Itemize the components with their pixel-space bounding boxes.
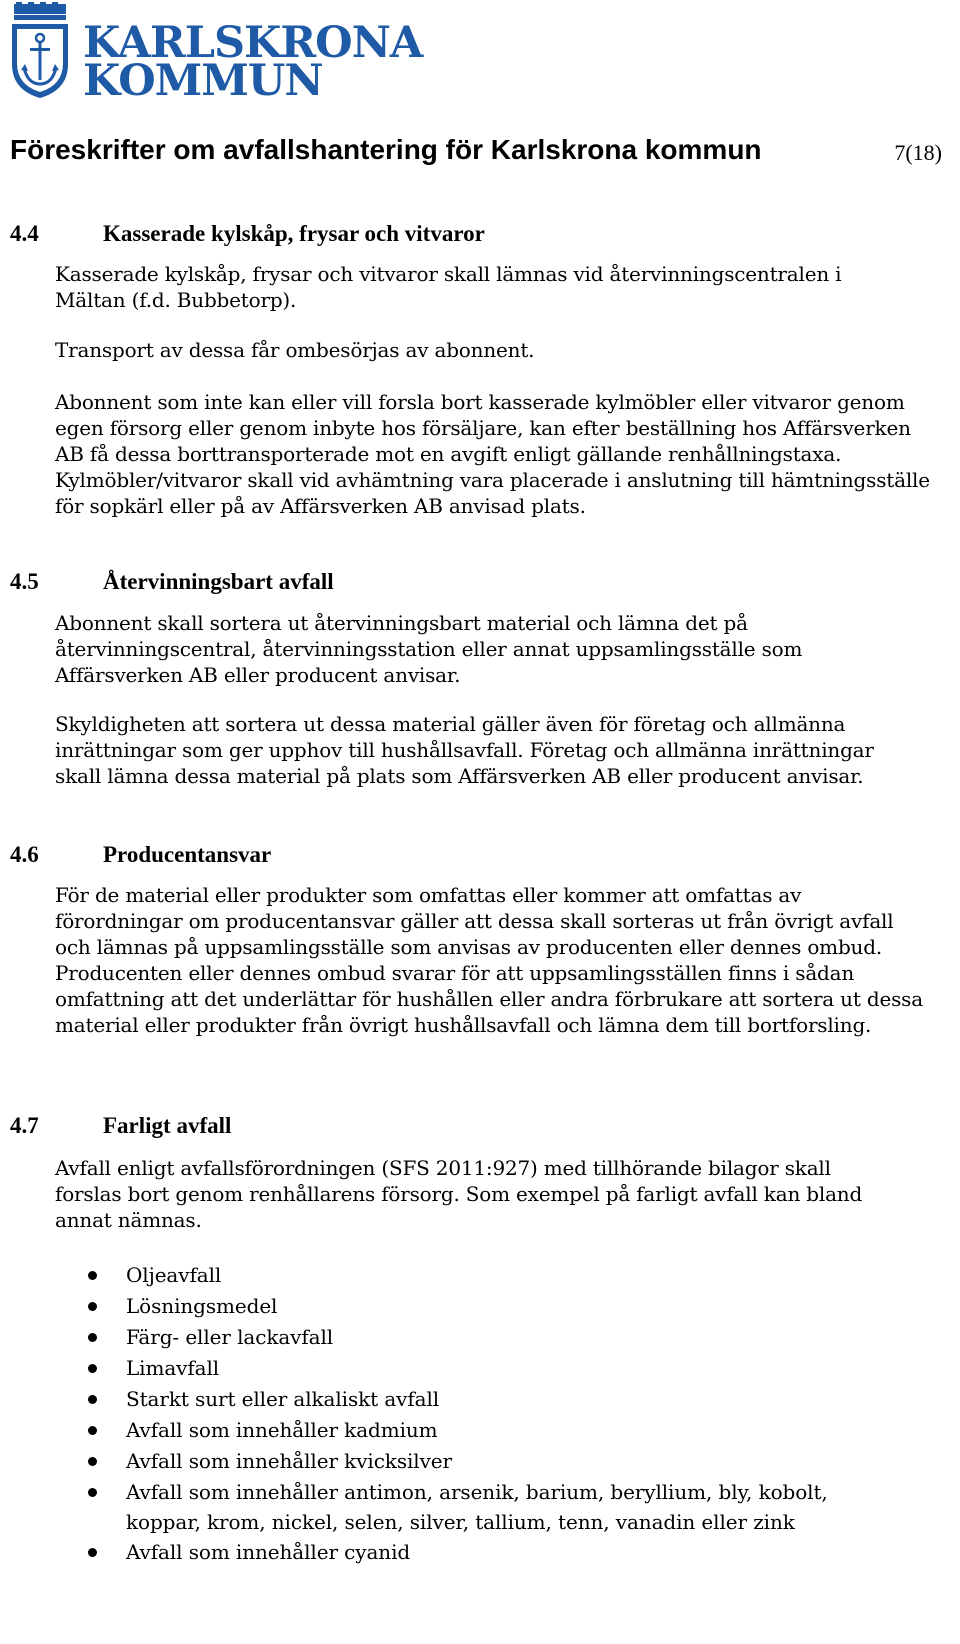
list-item: Starkt surt eller alkaliskt avfall: [88, 1384, 906, 1415]
hazardous-waste-list: [88, 1260, 906, 1568]
section-title: Producentansvar: [103, 842, 272, 867]
list-item: Oljeavfall: [88, 1260, 906, 1291]
section-number: 4.6: [10, 842, 39, 867]
bullet-icon: [88, 1457, 97, 1466]
logo-name-line1: KARLSKRONA: [83, 18, 423, 68]
list-item: Limavfall: [88, 1353, 906, 1384]
paragraph: Transport av dessa får ombesörjas av abonnent.: [55, 338, 535, 362]
bullet-icon: [88, 1548, 97, 1557]
page-number: 7(18): [894, 140, 942, 165]
list-item: Avfall som innehåller antimon, arsenik, barium, beryllium, bly, kobolt, koppar, krom, nickel, selen, silver, tallium, tenn, vanadin eller zink: [88, 1477, 906, 1537]
list-item: Lösningsmedel: [88, 1291, 906, 1322]
section-title: Kasserade kylskåp, frysar och vitvaror: [103, 221, 485, 246]
paragraph: Skyldigheten att sortera ut dessa material gäller även för företag och allmänna inrättningar som ger upphov till hushållsavfall. Företag och allmänna inrättningar skall lämna dessa material på plats som Affärsverken AB eller producent anvisar.: [55, 712, 874, 788]
logo-name-line2: KOMMUN: [83, 56, 323, 106]
list-item: Avfall som innehåller kvicksilver: [88, 1446, 906, 1477]
bullet-icon: [88, 1333, 97, 1342]
list-item: Avfall som innehåller cyanid: [88, 1537, 906, 1568]
paragraph: Abonnent skall sortera ut återvinningsbart material och lämna det på återvinningscentral, återvinningsstation eller annat uppsamlingsställe som Affärsverken AB eller producent anvisar.: [55, 611, 803, 687]
section-title: Farligt avfall: [103, 1113, 232, 1138]
karlskrona-logo: [8, 2, 423, 106]
paragraph: Avfall enligt avfallsförordningen (SFS 2011:927) med tillhörande bilagor skall forslas bort genom renhållarens försorg. Som exempel på farligt avfall kan bland annat nämnas.: [55, 1156, 863, 1232]
section-title: Återvinningsbart avfall: [103, 569, 334, 594]
bullet-icon: [88, 1302, 97, 1311]
bullet-icon: [88, 1488, 97, 1497]
paragraph: Abonnent som inte kan eller vill forsla bort kasserade kylmöbler eller vitvaror genom egen försorg eller genom inbyte hos försäljare, kan efter beställning hos Affärsverken AB få dessa borttransporterade mot en avgift enligt gällande renhållningstaxa. Kylmöbler/vitvaror skall vid avhämtning vara placerade i anslutning till hämtningsställe för sopkärl eller på av Affärsverken AB anvisad plats.: [55, 390, 930, 518]
paragraph: Kasserade kylskåp, frysar och vitvaror skall lämnas vid återvinningscentralen i Mältan (f.d. Bubbetorp).: [55, 262, 842, 312]
document-title: Föreskrifter om avfallshantering för Karlskrona kommun: [10, 134, 762, 165]
section-number: 4.4: [10, 221, 39, 246]
section-number: 4.5: [10, 569, 39, 594]
bullet-icon: [88, 1364, 97, 1373]
list-item: Färg- eller lackavfall: [88, 1322, 906, 1353]
coat-of-arms-icon: [8, 2, 72, 100]
bullet-icon: [88, 1426, 97, 1435]
section-number: 4.7: [10, 1113, 39, 1138]
list-item: Avfall som innehåller kadmium: [88, 1415, 906, 1446]
bullet-icon: [88, 1271, 97, 1280]
bullet-icon: [88, 1395, 97, 1404]
paragraph: För de material eller produkter som omfattas eller kommer att omfattas av förordningar om producentansvar gäller att dessa skall sorteras ut från övrigt avfall och lämnas på uppsamlingsställe som anvisas av producenten eller dennes ombud. Producenten eller dennes ombud svarar för att uppsamlingsställen finns i sådan omfattning att det underlättar för hushållen eller andra förbrukare att sortera ut dessa material eller produkter från övrigt hushållsavfall och lämna dem till bortforsling.: [55, 883, 923, 1037]
